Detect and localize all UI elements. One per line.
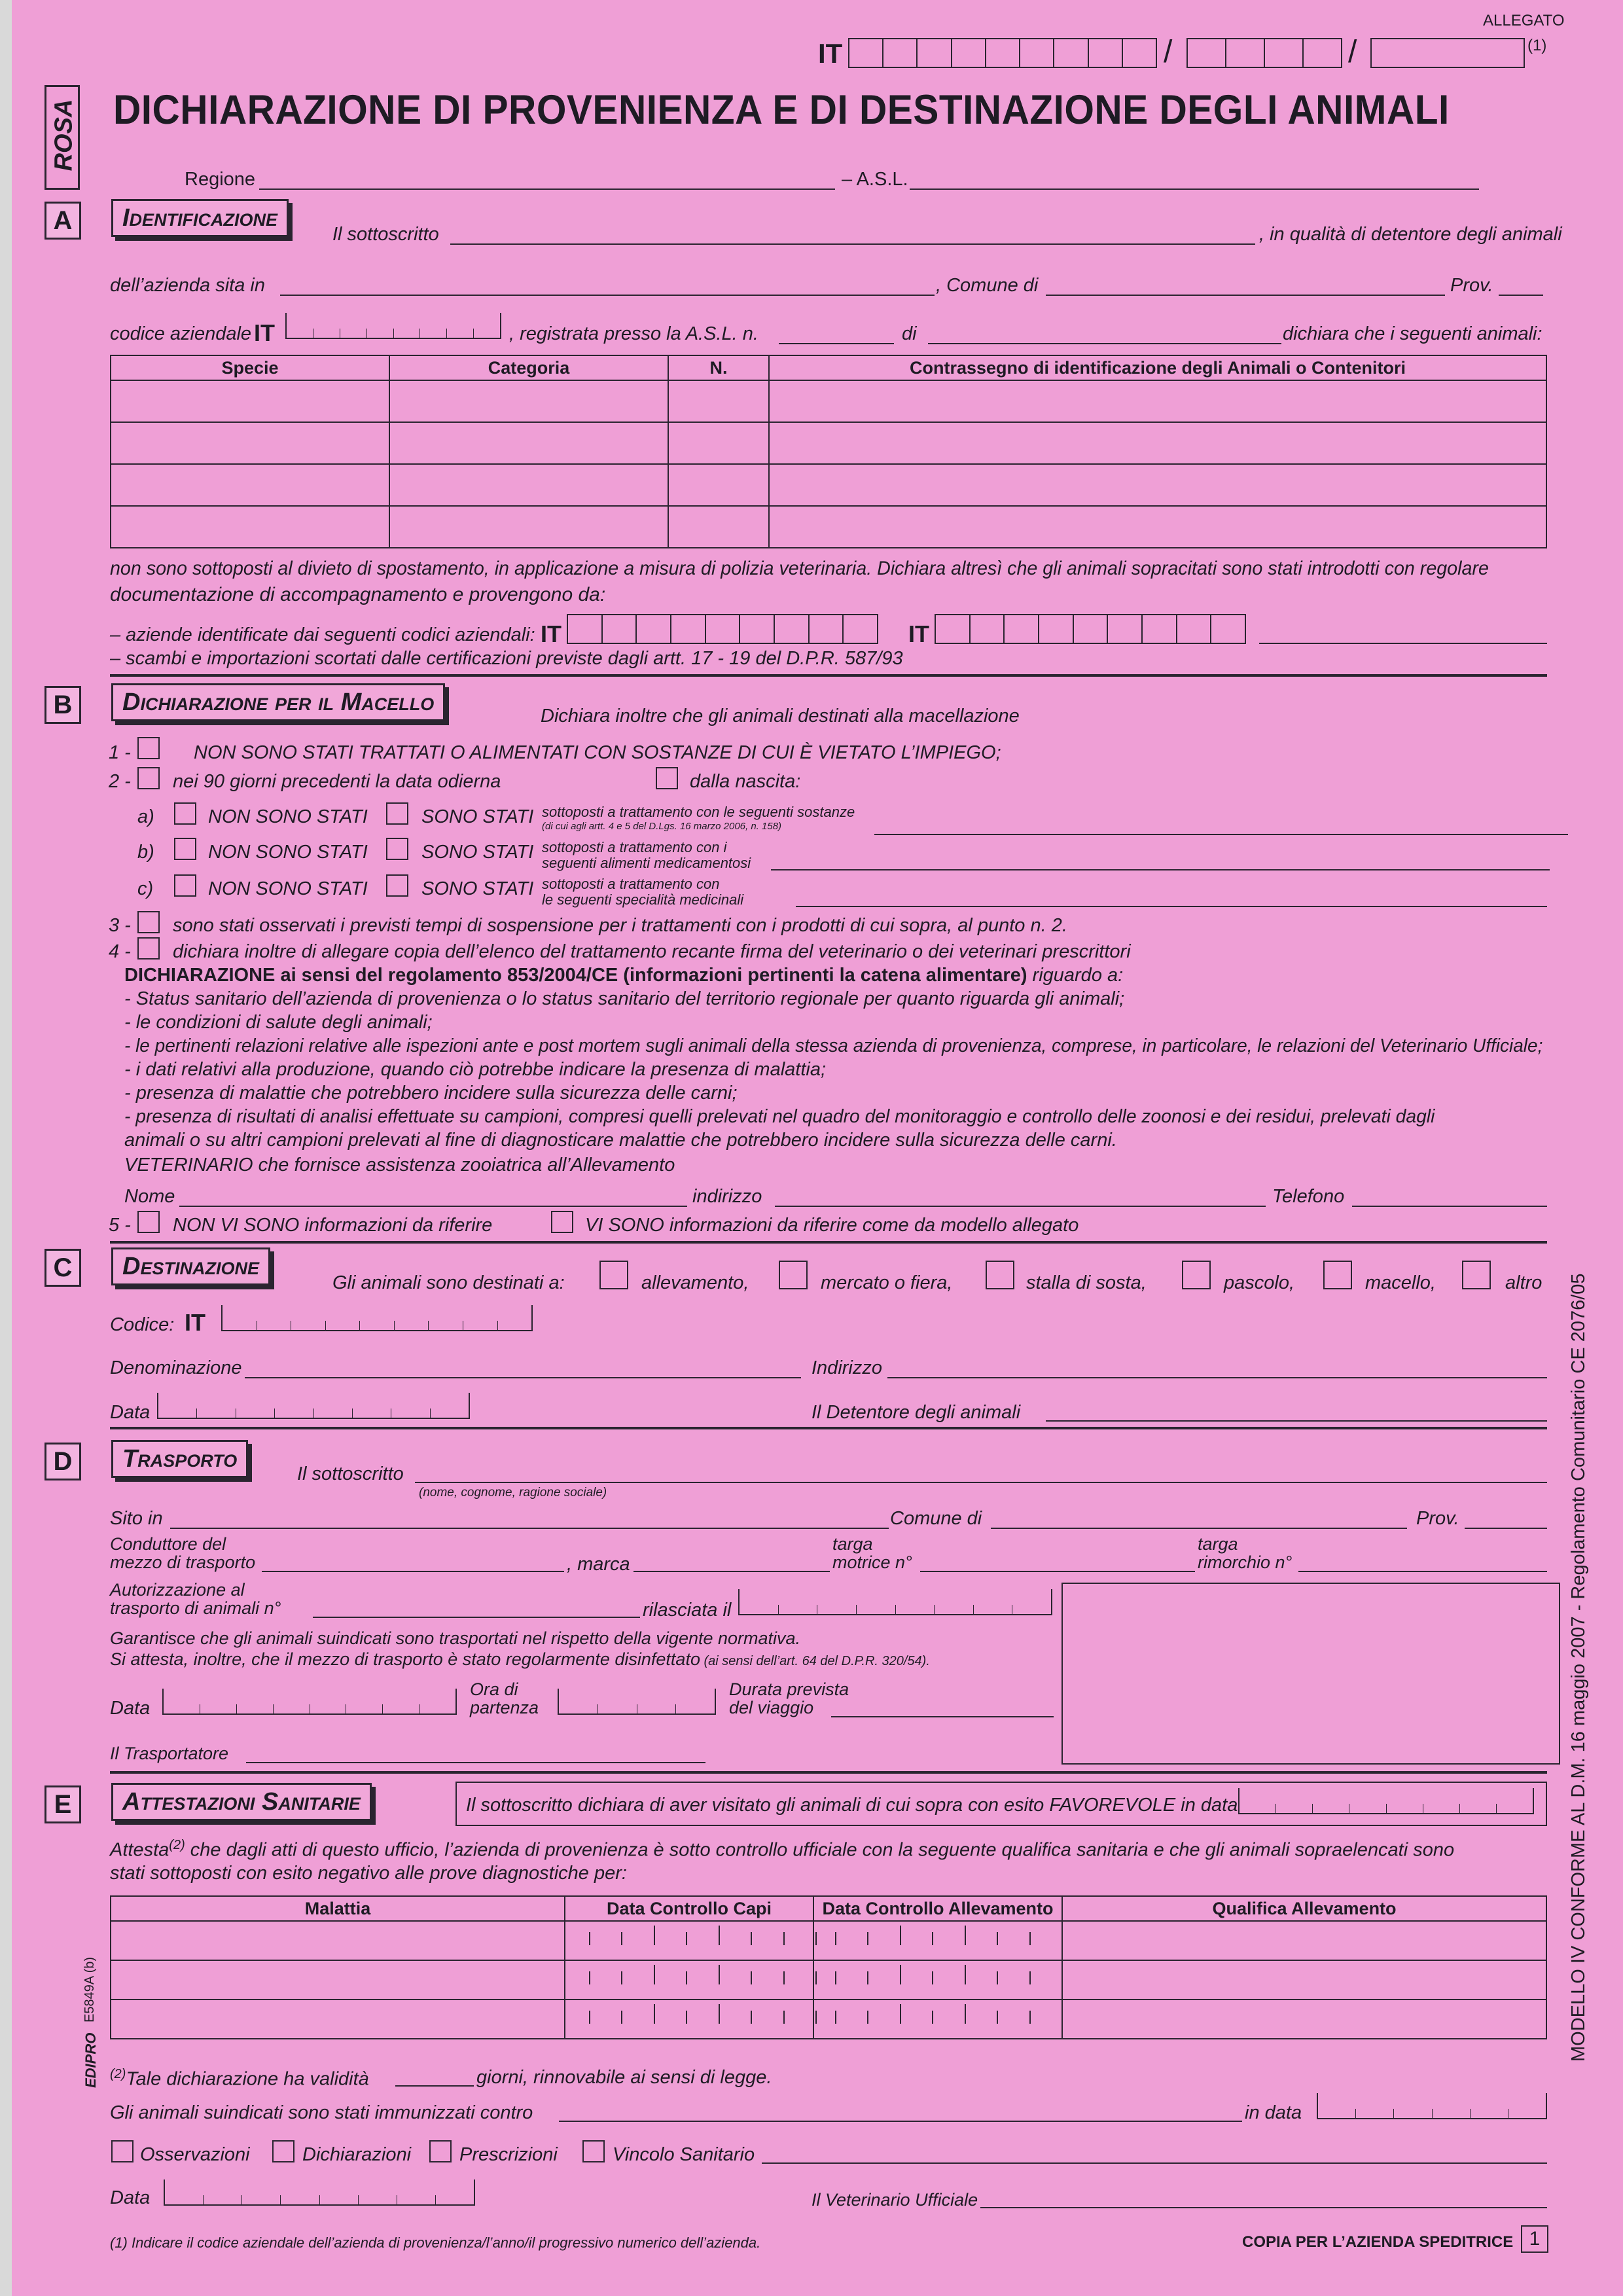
a-asl-num-field[interactable] (779, 343, 894, 344)
b-item5-no-label: NON VI SONO informazioni da riferire (173, 1215, 493, 1236)
e-data-label: Data (110, 2187, 151, 2208)
date-tick (835, 1971, 836, 1984)
b-telefono-label: Telefono (1272, 1186, 1345, 1207)
e-veterinario-field[interactable] (980, 2207, 1547, 2208)
date-tick (783, 2011, 785, 2024)
b-item3-checkbox[interactable] (137, 911, 160, 933)
animals-header-categoria: Categoria (389, 355, 668, 380)
section-a-title: Identificazione (111, 199, 289, 237)
e-attesta-line-1 (110, 1838, 1454, 1861)
b-item3-label: sono stati osservati i previsti tempi di sospensione per i trattamenti con i prodotti di cui sopra, al punto n. 2. (173, 915, 1067, 936)
date-tick (900, 1965, 901, 1984)
d-attesta-main: Si attesta, inoltre, che il mezzo di trasporto è stato regolarmente disinfettato (110, 1649, 700, 1669)
d-ora-field[interactable] (558, 1689, 716, 1715)
date-tick (1061, 2011, 1063, 2024)
footer-copia: COPIA PER L’AZIENDA SPEDITRICE (1242, 2233, 1514, 2251)
e-osservazioni-checkbox[interactable] (111, 2140, 134, 2162)
section-d-divider (110, 1771, 1547, 1774)
header-note-ref: (1) (1527, 37, 1547, 54)
a-codice-field[interactable] (285, 313, 501, 339)
a-sottoscritto-field[interactable] (450, 243, 1255, 245)
a-sottoscritto-label: Il sottoscritto (332, 224, 439, 245)
table-row (111, 1921, 1546, 1960)
b-sub-a-yes-label: SONO STATI (421, 806, 534, 827)
e-prescrizioni-checkbox[interactable] (429, 2140, 452, 2162)
table-row (111, 380, 1546, 422)
b-item2-label: nei 90 giorni precedenti la data odierna (173, 771, 501, 792)
a-aziende-code-2[interactable] (935, 614, 1246, 644)
b-sub-c-no-label: NON SONO STATI (208, 878, 368, 899)
b-sub-b-yes-label: SONO STATI (421, 842, 534, 863)
b-sub-a-desc2: (di cui agli artt. 4 e 5 del D.Lgs. 16 marzo 2006, n. 158) (542, 821, 782, 832)
a-aziende-code-1[interactable] (567, 614, 878, 644)
b-bullet-3: - le pertinenti relazioni relative alle ispezioni ante e post mortem sugli animali della stessa azienda di provenienza, comprese, in particolare, le relazioni del Veterinario Ufficiale; (124, 1035, 1543, 1056)
header-code-boxes-2[interactable] (1186, 38, 1342, 68)
d-prov-label: Prov. (1416, 1508, 1459, 1529)
section-b-divider (110, 1241, 1547, 1244)
date-tick (932, 1971, 933, 1984)
d-conduttore-label-2: mezzo di trasporto (110, 1552, 256, 1572)
c-option-mercato-checkbox[interactable] (779, 1261, 808, 1289)
date-tick (1061, 1971, 1063, 1984)
c-codice-field[interactable] (221, 1305, 533, 1331)
b-sub-a-label: a) (137, 806, 154, 827)
date-tick (589, 1971, 590, 1984)
c-option-macello-checkbox[interactable] (1323, 1261, 1352, 1289)
d-rilasciata-label: rilasciata il (643, 1600, 732, 1621)
date-tick (815, 2011, 817, 2024)
d-comune-field[interactable] (991, 1528, 1407, 1529)
header-it-prefix: IT (818, 38, 843, 69)
a-dichiara-label: dichiara che i seguenti animali: (1283, 323, 1543, 344)
b-intro: Dichiara inoltre che gli animali destinati alla macellazione (541, 706, 1020, 726)
a-qualita-label: , in qualità di detentore degli animali (1259, 224, 1562, 245)
form-page (12, 0, 1623, 2296)
d-sottoscritto-label: Il sottoscritto (297, 1463, 404, 1484)
section-e-title: Attestazioni Sanitarie (111, 1783, 372, 1821)
a-azienda-sita-label: dell’azienda sita in (110, 275, 265, 296)
d-trasportatore-field[interactable] (246, 1762, 705, 1763)
e-vincolo-checkbox[interactable] (582, 2140, 605, 2162)
b-item2-checkbox[interactable] (137, 767, 160, 789)
b-item1-num: 1 - (109, 742, 131, 763)
section-b-letter: B (45, 686, 81, 724)
b-sub-c-label: c) (137, 878, 154, 899)
date-tick (835, 1932, 836, 1945)
e-validita-sup: (2) (110, 2067, 126, 2081)
b-dichiarazione-bold: DICHIARAZIONE ai sensi del regolamento 853/2004/CE (informazioni pertinenti la catena alimentare) (124, 965, 1027, 986)
date-tick (900, 2004, 901, 2024)
e-veterinario-label: Il Veterinario Ufficiale (812, 2190, 978, 2210)
b-nome-field[interactable] (179, 1206, 687, 1207)
b-sub-b-field[interactable] (771, 869, 1550, 870)
regione-field[interactable] (259, 188, 835, 190)
c-data-field[interactable] (157, 1393, 470, 1419)
d-durata-label-2: del viaggio (729, 1698, 814, 1717)
b-sub-b-yes-checkbox[interactable] (386, 838, 408, 860)
e-prescrizioni-label: Prescrizioni (459, 2144, 558, 2165)
b-sub-b-no-checkbox[interactable] (174, 838, 196, 860)
e-visitato-box (455, 1782, 1547, 1826)
table-row (111, 422, 1546, 464)
diseases-table (110, 1895, 1547, 2039)
d-data-field[interactable] (162, 1689, 457, 1715)
d-durata-field[interactable] (831, 1716, 1054, 1717)
date-tick (686, 1932, 687, 1945)
date-tick (686, 2011, 687, 2024)
e-data-field[interactable] (164, 2179, 475, 2206)
date-tick (686, 1971, 687, 1984)
e-vincolo-label: Vincolo Sanitario (613, 2144, 755, 2165)
date-tick (719, 1926, 720, 1945)
date-tick (835, 2011, 836, 2024)
b-bullet-4: - i dati relativi alla produzione, quando ciò potrebbe indicare la presenza di malattia; (124, 1059, 827, 1080)
rosa-label: ROSA (50, 99, 78, 171)
d-ora-label-2: partenza (470, 1698, 539, 1717)
b-item1-checkbox[interactable] (137, 737, 160, 759)
footer-page-number: 1 (1521, 2225, 1548, 2253)
asl-label: – A.S.L. (842, 169, 908, 190)
table-row (111, 464, 1546, 506)
b-sub-c-desc1: sottoposti a trattamento con (542, 876, 720, 892)
regione-label: Regione (185, 169, 256, 190)
date-tick (997, 1932, 998, 1945)
date-tick (900, 1926, 901, 1945)
date-tick (654, 1926, 655, 1945)
d-garantisce: Garantisce che gli animali suindicati sono trasportati nel rispetto della vigente normativa. (110, 1628, 801, 1648)
header-slash-1: / (1164, 35, 1173, 69)
section-a-divider (110, 674, 1547, 677)
d-attesta-small: (ai sensi dell’art. 64 del D.P.R. 320/54). (700, 1654, 930, 1668)
date-tick (1029, 1971, 1031, 1984)
diseases-header-qualifica: Qualifica Allevamento (1062, 1896, 1546, 1921)
b-sub-b-label: b) (137, 842, 154, 863)
e-attesta-rest: che dagli atti di questo ufficio, l’azienda di provenienza è sotto controllo ufficiale con la seguente qualifica sanitaria e che gli animali sopraelencati sono (185, 1839, 1455, 1861)
section-a-letter: A (45, 202, 81, 240)
header-code-boxes-1[interactable] (848, 38, 1157, 68)
e-visitato-label: Il sottoscritto dichiara di aver visitato gli animali di cui sopra con esito FAVOREVOLE in data (466, 1795, 1238, 1816)
animals-header-specie: Specie (111, 355, 389, 380)
d-trasportatore-label: Il Trasportatore (110, 1744, 229, 1763)
b-sub-b-desc1: sottoposti a trattamento con i (542, 839, 727, 855)
d-autorizzazione-label-2: trasporto di animali n° (110, 1598, 281, 1618)
b-sub-b-no-label: NON SONO STATI (208, 842, 368, 863)
a-di-field[interactable] (928, 343, 1281, 344)
side-code-text: E5849A (b) (82, 1956, 97, 2022)
date-tick (751, 1971, 752, 1984)
c-option-altro-checkbox[interactable] (1462, 1261, 1491, 1289)
b-item4-checkbox[interactable] (137, 937, 160, 960)
d-sottoscritto-field[interactable] (415, 1482, 1547, 1483)
date-tick (867, 2011, 868, 2024)
d-data-label: Data (110, 1698, 151, 1719)
section-c-letter: C (45, 1249, 81, 1287)
d-conduttore-label-1: Conduttore del (110, 1534, 226, 1554)
page-title: DICHIARAZIONE DI PROVENIENZA E DI DESTINAZIONE DEGLI ANIMALI (113, 87, 1450, 133)
date-tick (1029, 2011, 1031, 2024)
b-item3-num: 3 - (109, 915, 131, 936)
e-attesta-word: Attesta (110, 1839, 169, 1861)
b-sub-c-yes-label: SONO STATI (421, 878, 534, 899)
animals-header-n: N. (668, 355, 769, 380)
b-sub-a-no-label: NON SONO STATI (208, 806, 368, 827)
c-option-pascolo-label: pascolo, (1224, 1272, 1295, 1293)
d-autorizzazione-label-1: Autorizzazione al (110, 1580, 245, 1600)
d-targa-rimorchio-label-2: rimorchio n° (1198, 1552, 1293, 1572)
e-osservazioni-label: Osservazioni (140, 2144, 250, 2165)
date-tick (621, 1971, 622, 1984)
c-option-mercato-label: mercato o fiera, (821, 1272, 953, 1293)
date-tick (1029, 1932, 1031, 1945)
animals-table (110, 355, 1547, 548)
animals-header-contrassegno: Contrassegno di identificazione degli Animali o Contenitori (769, 355, 1546, 380)
c-option-macello-label: macello, (1365, 1272, 1436, 1293)
e-vincolo-field[interactable] (762, 2162, 1547, 2164)
c-option-altro-label: altro (1505, 1272, 1543, 1293)
header-slash-2: / (1348, 35, 1357, 69)
asl-field[interactable] (910, 188, 1479, 190)
section-c-divider (110, 1427, 1547, 1429)
e-dichiarazioni-label: Dichiarazioni (302, 2144, 412, 2165)
rosa-badge (45, 85, 80, 190)
section-b-title: Dichiarazione per il Macello (111, 683, 445, 721)
date-tick (1061, 1932, 1063, 1945)
d-stamp-box[interactable] (1061, 1583, 1560, 1765)
section-e-letter: E (45, 1785, 81, 1823)
b-bullet-1: - Status sanitario dell’azienda di provenienza o lo status sanitario del territorio regionale per quanto riguarda gli animali; (124, 988, 1125, 1009)
date-tick (815, 1971, 817, 1984)
b-bullet-7: animali o su altri campioni prelevati al fine di diagnosticare malattie che potrebbero incidere sulla sicurezza delle carni. (124, 1130, 1117, 1151)
b-bullet-5: - presenza di malattie che potrebbero incidere sulla sicurezza delle carni; (124, 1083, 738, 1103)
e-immunizzati-label: Gli animali suindicati sono stati immunizzati contro (110, 2102, 533, 2123)
e-attesta-line-2: stati sottoposti con esito negativo alle prove diagnostiche per: (110, 1863, 627, 1884)
diseases-header-malattia: Malattia (111, 1896, 565, 1921)
date-tick (867, 1932, 868, 1945)
b-item5-yes-checkbox[interactable] (551, 1211, 573, 1233)
c-option-allevamento-label: allevamento, (641, 1272, 749, 1293)
date-tick (867, 1971, 868, 1984)
b-veterinario-label: VETERINARIO che fornisce assistenza zooiatrica all’Allevamento (124, 1155, 675, 1175)
allegato-label: ALLEGATO (1483, 12, 1565, 29)
d-targa-motrice-label-1: targa (832, 1534, 873, 1554)
b-sub-c-no-checkbox[interactable] (174, 874, 196, 897)
b-indirizzo-field[interactable] (775, 1206, 1266, 1207)
b-item2-nascita-label: dalla nascita: (690, 771, 801, 792)
b-item5-num: 5 - (109, 1215, 131, 1236)
date-tick (783, 1971, 785, 1984)
b-nome-label: Nome (124, 1186, 175, 1207)
c-codice-it: IT (185, 1309, 205, 1336)
b-sub-c-desc2: le seguenti specialità medicinali (542, 891, 744, 908)
table-row (111, 1960, 1546, 2000)
date-tick (815, 1932, 817, 1945)
c-option-stalla-label: stalla di sosta, (1026, 1272, 1147, 1293)
date-tick (783, 1932, 785, 1945)
c-detentore-label: Il Detentore degli animali (812, 1402, 1021, 1423)
diseases-header-capi: Data Controllo Capi (565, 1896, 813, 1921)
b-sub-a-desc1: sottoposti a trattamento con le seguenti sostanze (542, 804, 855, 820)
c-option-stalla-checkbox[interactable] (986, 1261, 1014, 1289)
a-prov-field[interactable] (1499, 295, 1543, 296)
e-in-data-label: in data (1245, 2102, 1302, 2123)
d-sito-label: Sito in (110, 1508, 163, 1529)
date-tick (751, 2011, 752, 2024)
e-validita-label-1: Tale dichiarazione ha validità (126, 2068, 369, 2090)
e-immunizzati-field[interactable] (559, 2121, 1242, 2122)
d-targa-motrice-field[interactable] (920, 1571, 1195, 1572)
a-registrata-label: , registrata presso la A.S.L. n. (509, 323, 758, 344)
c-codice-label: Codice: (110, 1314, 175, 1335)
e-validita (110, 2067, 369, 2090)
diseases-header-allevamento: Data Controllo Allevamento (813, 1896, 1062, 1921)
b-item2-num: 2 - (109, 771, 131, 792)
date-tick (997, 1971, 998, 1984)
a-text-1: non sono sottoposti al divieto di spostamento, in applicazione a misura di polizia veterinaria. Dichiara altresì che gli animali sopracitati sono stati introdotti con regolare (110, 558, 1489, 579)
d-targa-rimorchio-field[interactable] (1298, 1571, 1547, 1572)
date-tick (654, 1965, 655, 1984)
section-c-title: Destinazione (111, 1247, 270, 1285)
d-ora-label-1: Ora di (470, 1679, 518, 1699)
date-tick (654, 2004, 655, 2024)
date-tick (621, 2011, 622, 2024)
a-text-2: documentazione di accompagnamento e provengono da: (110, 584, 606, 605)
e-visitato-date-field[interactable] (1238, 1788, 1534, 1814)
date-tick (965, 1926, 966, 1945)
c-denominazione-field[interactable] (245, 1377, 801, 1378)
a-scambi-label: – scambi e importazioni scortati dalle certificazioni previste dagli artt. 17 - 19 del D.P.R. 587/93 (110, 648, 903, 669)
date-tick (751, 1932, 752, 1945)
d-nome-hint: (nome, cognome, ragione sociale) (419, 1486, 607, 1499)
b-dichiarazione-it: riguardo a: (1027, 965, 1124, 986)
a-prov-label: Prov. (1450, 275, 1493, 296)
b-dichiarazione-heading (124, 965, 1123, 986)
d-comune-label: Comune di (890, 1508, 982, 1529)
b-item5-yes-label: VI SONO informazioni da riferire come da modello allegato (585, 1215, 1079, 1236)
footer-note: (1) Indicare il codice aziendale dell’azienda di provenienza/l’anno/il progressivo numerico dell’azienda. (110, 2234, 761, 2251)
b-sub-a-yes-checkbox[interactable] (386, 802, 408, 825)
b-item4-label: dichiara inoltre di allegare copia dell’elenco del trattamento recante firma del veterinario o dei veterinari prescrittori (173, 941, 1131, 962)
d-autorizzazione-field[interactable] (313, 1617, 640, 1618)
b-item1-label: NON SONO STATI TRATTATI O ALIMENTATI CON SOSTANZE DI CUI È VIETATO L’IMPIEGO; (194, 742, 1001, 763)
table-row (111, 2000, 1546, 2039)
date-tick (621, 1932, 622, 1945)
e-attesta-sup: (2) (169, 1838, 185, 1852)
b-item4-num: 4 - (109, 941, 131, 962)
a-aziende-it-2: IT (908, 620, 929, 647)
c-data-label: Data (110, 1402, 151, 1423)
date-tick (932, 1932, 933, 1945)
b-bullet-6: - presenza di risultati di analisi effettuate su campioni, compresi quelli prelevati nel quadro del monitoraggio e controllo delle zoonosi e dei residui, prelevati dagli (124, 1106, 1435, 1127)
b-item2-nascita-checkbox[interactable] (656, 767, 678, 789)
date-tick (719, 2004, 720, 2024)
a-aziende-extra-field[interactable] (1259, 643, 1547, 644)
date-tick (965, 2004, 966, 2024)
header-code-box-3[interactable] (1370, 38, 1525, 68)
d-targa-motrice-label-2: motrice n° (832, 1552, 912, 1572)
c-indirizzo-field[interactable] (887, 1377, 1547, 1378)
c-option-pascolo-checkbox[interactable] (1182, 1261, 1211, 1289)
d-attesta (110, 1649, 930, 1670)
c-denominazione-label: Denominazione (110, 1357, 242, 1378)
a-codice-it: IT (254, 319, 275, 346)
d-marca-field[interactable] (633, 1571, 830, 1572)
side-logo: EDIPRO (82, 2032, 99, 2088)
b-bullet-2: - le condizioni di salute degli animali; (124, 1012, 433, 1033)
b-sub-c-field[interactable] (796, 906, 1547, 907)
e-validita-field[interactable] (395, 2085, 474, 2087)
date-tick (965, 1965, 966, 1984)
d-rilasciata-field[interactable] (738, 1589, 1052, 1615)
a-comune-field[interactable] (1046, 295, 1445, 296)
c-option-allevamento-checkbox[interactable] (599, 1261, 628, 1289)
a-azienda-sita-field[interactable] (280, 295, 935, 296)
a-aziende-it-1: IT (541, 620, 562, 647)
a-comune-label: , Comune di (936, 275, 1039, 296)
date-tick (719, 1965, 720, 1984)
b-indirizzo-label: indirizzo (692, 1186, 762, 1207)
side-regulation-text: MODELLO IV CONFORME AL D.M. 16 maggio 2007 - Regolamento Comunitario CE 2076/05 (1568, 1273, 1589, 2062)
c-intro: Gli animali sono destinati a: (332, 1272, 565, 1293)
date-tick (932, 2011, 933, 2024)
d-conduttore-field[interactable] (262, 1571, 564, 1572)
d-prov-field[interactable] (1465, 1528, 1547, 1529)
table-row (111, 506, 1546, 548)
b-sub-c-yes-checkbox[interactable] (386, 874, 408, 897)
a-codice-label: codice aziendale (110, 323, 252, 344)
d-sito-field[interactable] (170, 1528, 889, 1529)
e-dichiarazioni-checkbox[interactable] (272, 2140, 294, 2162)
c-detentore-field[interactable] (1046, 1420, 1547, 1422)
date-tick (589, 2011, 590, 2024)
d-targa-rimorchio-label-1: targa (1198, 1534, 1238, 1554)
b-sub-a-field[interactable] (874, 834, 1568, 835)
section-d-title: Trasporto (111, 1440, 248, 1478)
a-aziende-label: – aziende identificate dai seguenti codici aziendali: (110, 624, 535, 645)
date-tick (589, 1932, 590, 1945)
b-sub-a-no-checkbox[interactable] (174, 802, 196, 825)
section-d-letter: D (45, 1443, 81, 1480)
d-durata-label-1: Durata prevista (729, 1679, 849, 1699)
date-tick (997, 2011, 998, 2024)
e-in-data-field[interactable] (1317, 2093, 1547, 2119)
e-validita-label-2: giorni, rinnovabile ai sensi di legge. (476, 2067, 772, 2088)
b-item5-no-checkbox[interactable] (137, 1211, 160, 1233)
b-telefono-field[interactable] (1352, 1206, 1547, 1207)
b-sub-b-desc2: seguenti alimenti medicamentosi (542, 855, 751, 871)
c-indirizzo-label: Indirizzo (812, 1357, 882, 1378)
a-di-label: di (902, 323, 917, 344)
d-marca-label: , marca (567, 1554, 630, 1575)
